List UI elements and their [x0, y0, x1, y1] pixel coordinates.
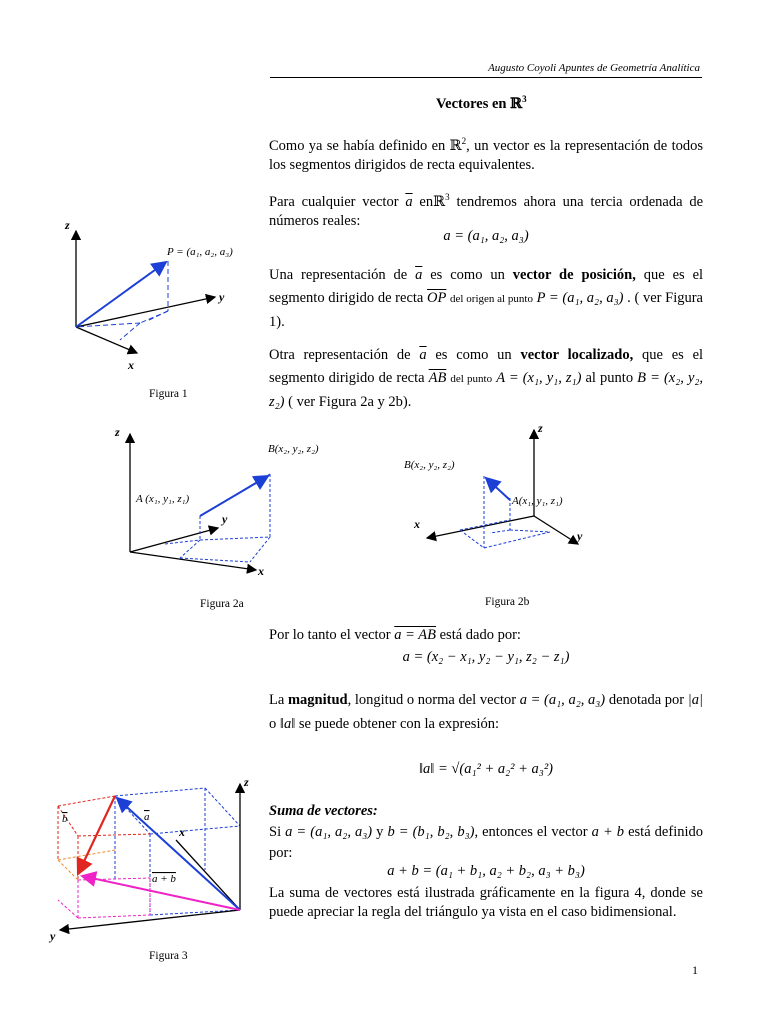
fig2a-point-a-label: A (x₁, y₁, z₁): [136, 493, 190, 505]
fig3-a-label: a: [144, 811, 150, 823]
x-axis: [176, 840, 240, 910]
fig2a-y-label: y: [222, 512, 228, 526]
paragraph-ordered-triple: Para cualquier vector $\overline{a}$ enℝ$^3$ tendremos ahora una tercia ordenada de números reales:: [269, 192, 704, 229]
equation-vector-difference: a = (x₂ − x₁, y₂ − y₁, z₂ − z₁): [402, 649, 570, 665]
x-axis: [427, 516, 534, 538]
fig3-y-label: y: [50, 929, 56, 943]
paragraph-definition: Como ya se había definido en ℝ$^2$, un vector es la representación de todos los segmentos dirigidos de recta equivalentes.: [269, 136, 703, 173]
figure-2a-diagram: [110, 420, 350, 585]
paragraph-sum-definition: Si a = (a₁, a₂, a₃) y b = (b₁, b₂, b₃), entonces el vector a + b está definido por:: [269, 824, 703, 861]
figure-2a-caption: Figura 2a: [200, 598, 244, 610]
figure-3-diagram: [40, 770, 265, 950]
subsection-vector-sum: Suma de vectores:: [269, 803, 378, 819]
vector-a: [117, 798, 240, 910]
fig2b-point-a-label: A(x₁, y₁, z₁): [512, 495, 563, 507]
fig1-y-label: y: [219, 290, 225, 304]
fig2b-z-label: z: [538, 421, 543, 435]
fig2a-point-b-label: B(x₂, y₂, z₂): [268, 443, 319, 455]
equation-vector-components: a = (a₁, a₂, a₃): [443, 228, 529, 244]
fig2b-y-label: y: [577, 529, 583, 543]
y-axis: [534, 516, 578, 544]
page-number: 1: [692, 963, 698, 977]
figure-3-caption: Figura 3: [149, 950, 188, 962]
figure-2b-diagram: [400, 420, 600, 560]
paragraph-sum-illustration: La suma de vectores está ilustrada gráficamente en la figura 4, donde se puede apreciar la regla del triángulo ya vista en el caso bidimensional.: [269, 885, 703, 920]
projection-floor-4: [147, 311, 168, 321]
figure-1-caption: Figura 1: [149, 388, 188, 400]
fig3-z-label: z: [244, 775, 249, 789]
paragraph-located-vector: Otra representación de $\overline{a}$ es como un vector localizado, que es el segmento dirigido de recta $\overline{AB}$ del punto A = (x₁, y₁, z₁) al punto B = (x₂, y₂, z₂) ( ver Figura 2a y 2b).: [269, 347, 704, 410]
equation-sum: a + b = (a₁ + b₁, a₂ + b₂, a₃ + b₃): [387, 863, 585, 879]
located-vector-ab: [200, 476, 268, 516]
paragraph-position-vector: Una representación de $\overline{a}$ es como un vector de posición, que es el segmento dirigido de recta $\overline{OP}$ del origen al punto P = (a₁, a₂, a₃) . ( ver Figura 1).: [269, 267, 704, 330]
fig3-x-label: x: [179, 825, 185, 839]
fig2a-x-label: x: [258, 564, 264, 578]
equation-magnitude: ‖a‖ = √(a₁² + a₂² + a₃²): [418, 761, 554, 777]
fig3-sum-label: a + b: [152, 873, 176, 885]
fig1-x-label: x: [128, 358, 134, 372]
fig1-z-label: z: [65, 218, 70, 232]
figure-1-diagram: [55, 215, 265, 380]
figure-2b-caption: Figura 2b: [485, 596, 530, 608]
section-title: Vectores en ℝ$^3$: [436, 94, 527, 112]
fig2a-z-label: z: [115, 425, 120, 439]
x-axis: [76, 327, 137, 353]
projection-floor-3: [120, 323, 140, 340]
fig2b-point-b-label: B(x₂, y₂, z₂): [404, 459, 455, 471]
paragraph-magnitude: La magnitud, longitud o norma del vector a = (a₁, a₂, a₃) denotada por |a| o ‖a‖ se puede obtener con la expresión:: [269, 692, 704, 732]
paragraph-vector-ab: Por lo tanto el vector a = AB está dado por:: [269, 627, 521, 643]
y-axis: [130, 528, 218, 552]
header-rule: [270, 77, 702, 78]
fig3-b-label: b: [62, 813, 68, 825]
fig2b-x-label: x: [414, 517, 420, 531]
running-header: Augusto Coyoli Apuntes de Geometría Analítica: [488, 62, 700, 74]
located-vector-ab: [486, 478, 510, 500]
fig1-point-p-label: P = (a₁, a₂, a₃): [167, 246, 233, 258]
